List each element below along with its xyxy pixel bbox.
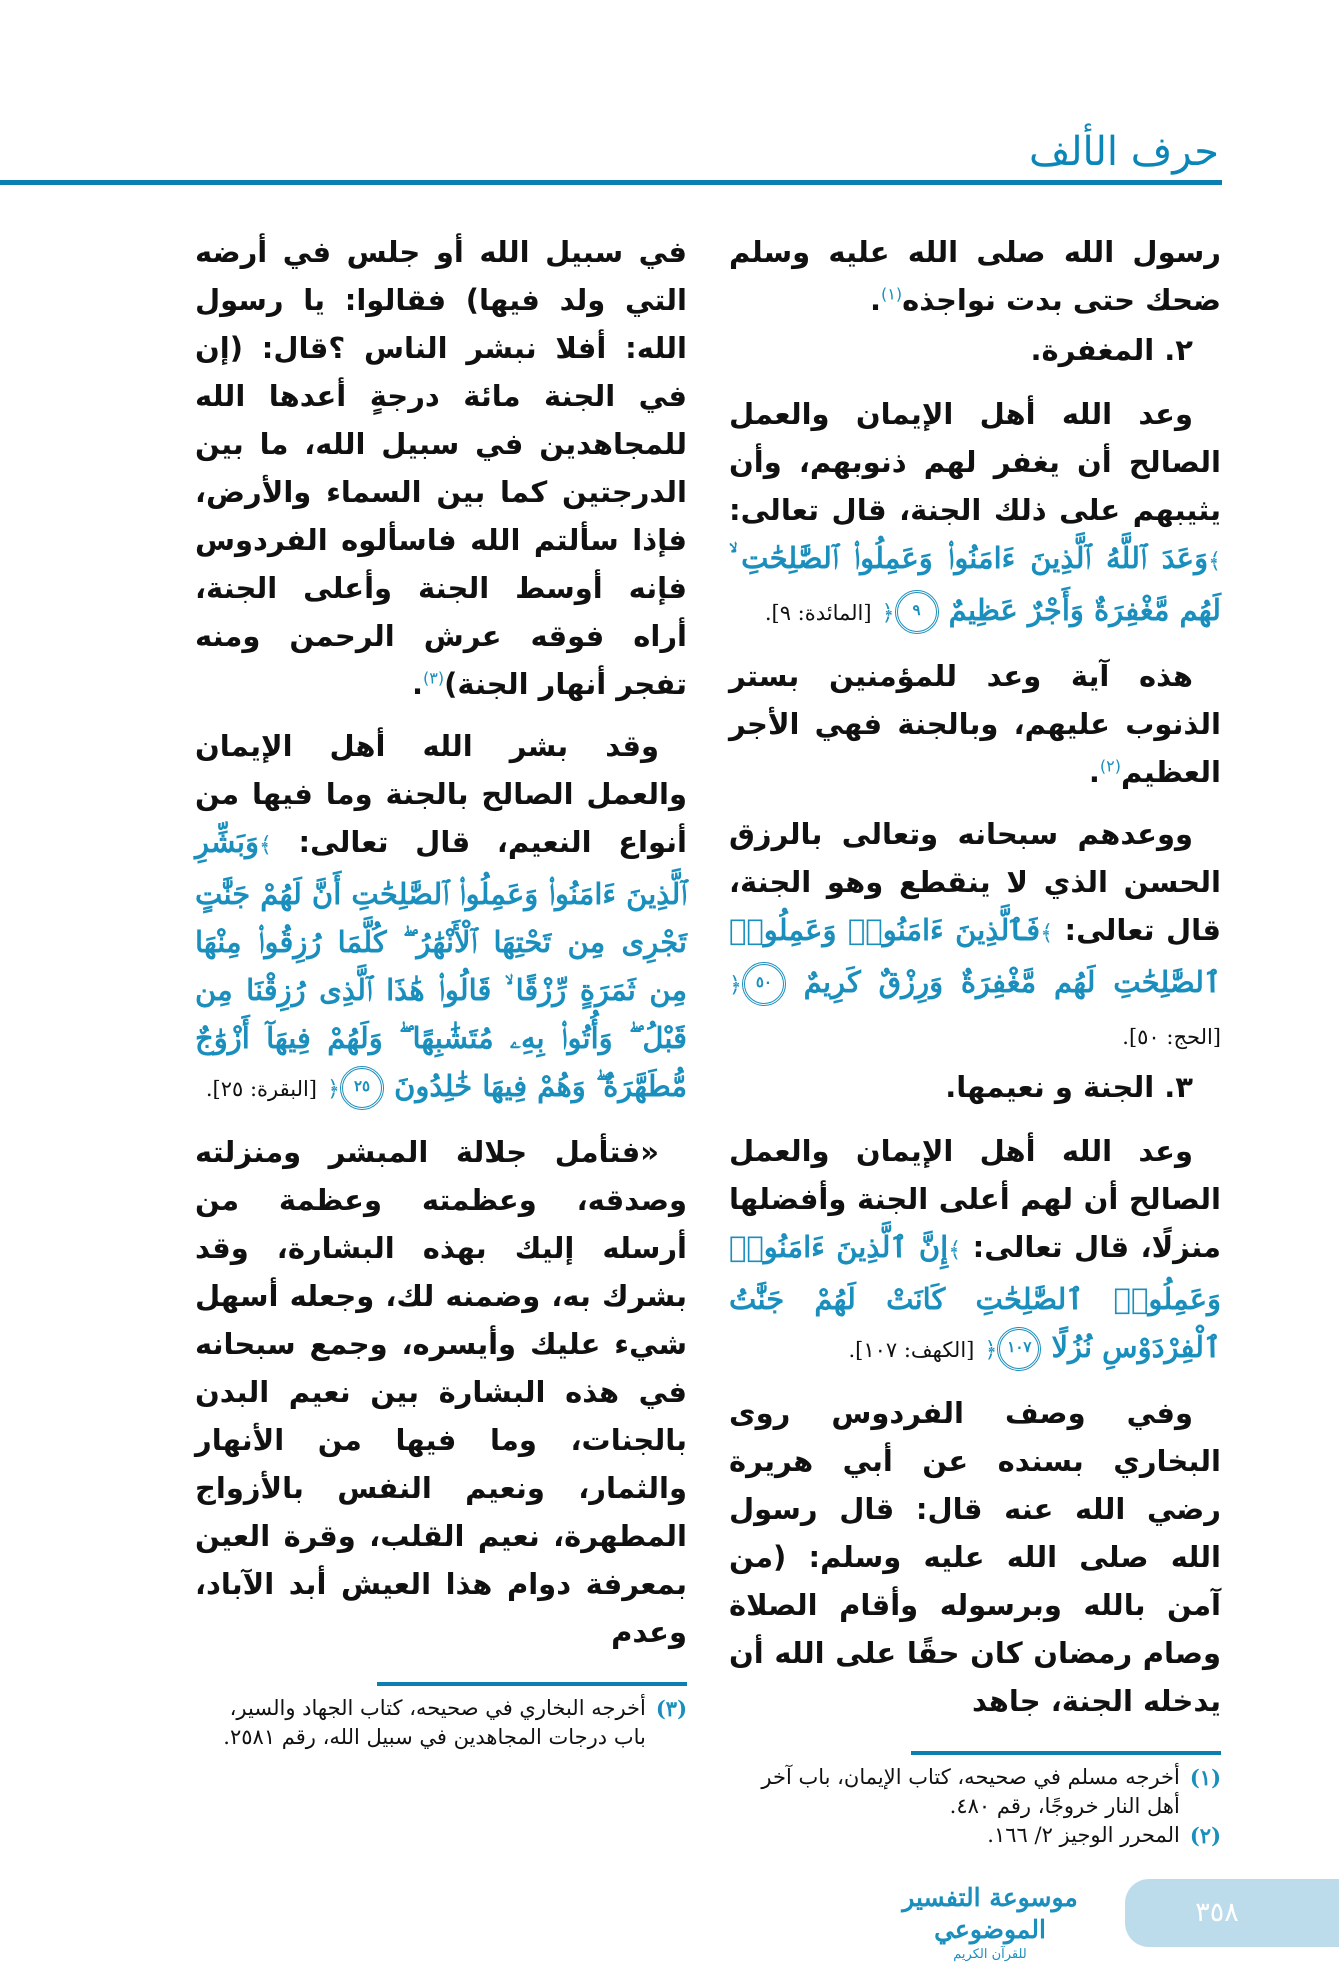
ornament-close-icon: ﴿ [984,1338,998,1363]
encyclopedia-logo [890,1882,1090,1964]
ayah-number-icon: ٢٥ [340,1066,384,1110]
verse-text: وَعَدَ ٱللَّهُ ٱلَّذِينَ ءَامَنُوا۟ وَعَمِلُوا۟ ٱلصَّٰلِحَٰتِ ۙ لَهُم مَّغْفِرَةٌ وَأَجْرٌ عَظِيمٌ [729,541,1221,627]
right-column [729,228,1221,1850]
paragraph-text: وعد الله أهل الإيمان والعمل الصالح أن لهم أعلى الجنة وأفضلها منزلًا، قال تعالى: [729,1134,1221,1264]
footnote-number: (١) [1189,1765,1221,1790]
footnote [195,1694,687,1752]
paragraph: وفي وصف الفردوس روى البخاري بسنده عن أبي هريرة رضي الله عنه قال: قال رسول الله صلى الله عليه وسلم: (من آمن بالله وبرسوله وأقام الصلاة وصام رمضان كان حقًا على الله أن يدخله الجنة، جاهد [729,1396,1221,1718]
paragraph-text: وعد الله أهل الإيمان والعمل الصالح أن يغفر لهم ذنوبهم، وأن يثيبهم على ذلك الجنة، قال تعالى: [729,397,1221,527]
punct: . [1088,755,1100,789]
ornament-close-icon: ﴿ [327,1077,340,1102]
header-rule [0,180,1222,185]
right-column-body [729,228,1221,1725]
footnote-ref[interactable]: (١) [881,284,903,304]
logo-title: موسوعة التفسير الموضوعي [902,1883,1078,1944]
paragraph-text: رسول الله صلى الله عليه وسلم ضحك حتى بدت نواجذه [729,235,1221,317]
footnotes-left [195,1694,687,1752]
footnote-ref[interactable]: (٢) [1099,756,1121,776]
paragraph [729,390,1221,638]
footnote-number: (٢) [1189,1823,1221,1848]
footnote-separator [377,1682,687,1686]
paragraph: «فتأمل جلالة المبشر ومنزلته وصدقه، وعظمته وعظمة من أرسله إليك بهذه البشارة، وقد بشرك به، وضمنه لك، وجعله أسهل شيء عليك وأيسره، وجمع سبحانه في هذه البشارة بين نعيم البدن بالجنات، وما فيها من الأنهار والثمار، ونعيم النفس بالأزواج المطهرة، نعيم القلب، وقرة العين بمعرفة دوام هذا العيش أبد الآباد، وعدم [195,1135,687,1649]
punct: . [870,283,882,317]
punct: . [412,667,424,701]
footnote-number: (٣) [655,1696,687,1721]
verse-reference: [البقرة: ٢٥]. [205,1077,317,1101]
paragraph [729,1127,1221,1375]
section-heading-maghfira: ٢. المغفرة. [1030,333,1193,367]
verse-text: وَبَشِّرِ ٱلَّذِينَ ءَامَنُوا۟ وَعَمِلُوا۟ ٱلصَّٰلِحَٰتِ أَنَّ لَهُمْ جَنَّٰتٍ تَجْرِى مِن تَحْتِهَا ٱلْأَنْهَٰرُ ۖ كُلَّمَا رُزِقُوا۟ مِنْهَا مِن ثَمَرَةٍ رِّزْقًا ۙ قَالُوا۟ هَٰذَا ٱلَّذِى رُزِقْنَا مِن قَبْلُ ۖ وَأُتُوا۟ بِهِۦ مُتَشَٰبِهًا ۖ وَلَهُمْ فِيهَآ أَزْوَٰجٌ مُّطَهَّرَةٌ ۖ وَهُمْ فِيهَا خَٰلِدُونَ [195,825,687,1103]
paragraph [729,810,1221,1061]
footnote-text: المحرر الوجيز ٢/ ١٦٦. [987,1823,1180,1847]
ornament-close-icon: ﴿ [729,973,742,998]
section-heading-janna: ٣. الجنة و نعيمها. [945,1070,1193,1104]
verse-text: فَٱلَّذِينَ ءَامَنُوا۟ وَعَمِلُوا۟ ٱلصَّٰلِحَٰتِ لَهُم مَّغْفِرَةٌ وَرِزْقٌ كَرِيمٌ [729,913,1221,999]
ornament-close-icon: ﴿ [881,601,895,626]
footnote-ref[interactable]: (٣) [423,668,445,688]
paragraph-text: هذه آية وعد للمؤمنين بستر الذنوب عليهم، وبالجنة فهي الأجر العظيم [729,659,1221,789]
ornament-open-icon: ﴾ [1208,549,1221,574]
ornament-open-icon: ﴾ [258,833,272,858]
ayah-number-icon: ٩ [895,590,939,634]
ayah-number-icon: ٥٠ [742,962,786,1006]
footnote [729,1763,1221,1821]
left-column [195,228,687,1752]
logo-subtitle: للقرآن الكريم [953,1947,1027,1962]
footnote-separator [911,1751,1221,1755]
chapter-title: حرف الألف [1028,129,1219,175]
page-footer [0,1874,1339,1984]
paragraph-text: ووعدهم سبحانه وتعالى بالرزق الحسن الذي لا ينقطع وهو الجنة، قال تعالى: [729,817,1221,947]
ornament-open-icon: ﴾ [948,1238,962,1263]
verse-text: إِنَّ ٱلَّذِينَ ءَامَنُوا۟ وَعَمِلُوا۟ ٱلصَّٰلِحَٰتِ كَانَتْ لَهُمْ جَنَّٰتُ ٱلْفِرْدَوْسِ نُزُلًا [729,1230,1221,1364]
quran-verse [195,825,687,1103]
paragraph [729,652,1221,796]
paragraph-text: وقد بشر الله أهل الإيمان والعمل الصالح بالجنة وما فيها من أنواع النعيم، قال تعالى: [195,729,687,859]
footnotes-right [729,1763,1221,1850]
footnote-text: أخرجه البخاري في صحيحه، كتاب الجهاد والسير، باب درجات المجاهدين في سبيل الله، رقم ٢٥٨١. [223,1696,646,1749]
ayah-number-icon: ١٠٧ [997,1327,1041,1371]
footnote [729,1821,1221,1850]
page-header [0,0,1339,200]
paragraph-text: في سبيل الله أو جلس في أرضه التي ولد فيها) فقالوا: يا رسول الله: أفلا نبشر الناس ؟قال: (إن في الجنة مائة درجةٍ أعدها الله للمجاهدين في سبيل الله، ما بين الدرجتين كما بين السماء والأرض، فإذا سألتم الله فاسألوه الفردوس فإنه أوسط الجنة وأعلى الجنة، أراه فوقه عرش الرحمن ومنه تفجر أنهار الجنة) [195,235,687,701]
verse-reference: [المائدة: ٩]. [764,601,872,625]
ornament-open-icon: ﴾ [1040,921,1054,946]
left-column-body [195,228,687,1656]
footnote-text: أخرجه مسلم في صحيحه، كتاب الإيمان، باب آخر أهل النار خروجًا، رقم ٤٨٠. [761,1765,1180,1818]
page-number-badge: ٣٥٨ [1125,1879,1339,1947]
paragraph [195,228,687,708]
page-columns [0,200,1339,1850]
paragraph [729,228,1221,324]
verse-reference: [الحج: ٥٠]. [1122,1025,1221,1049]
paragraph [195,722,687,1114]
verse-reference: [الكهف: ١٠٧]. [848,1338,975,1362]
